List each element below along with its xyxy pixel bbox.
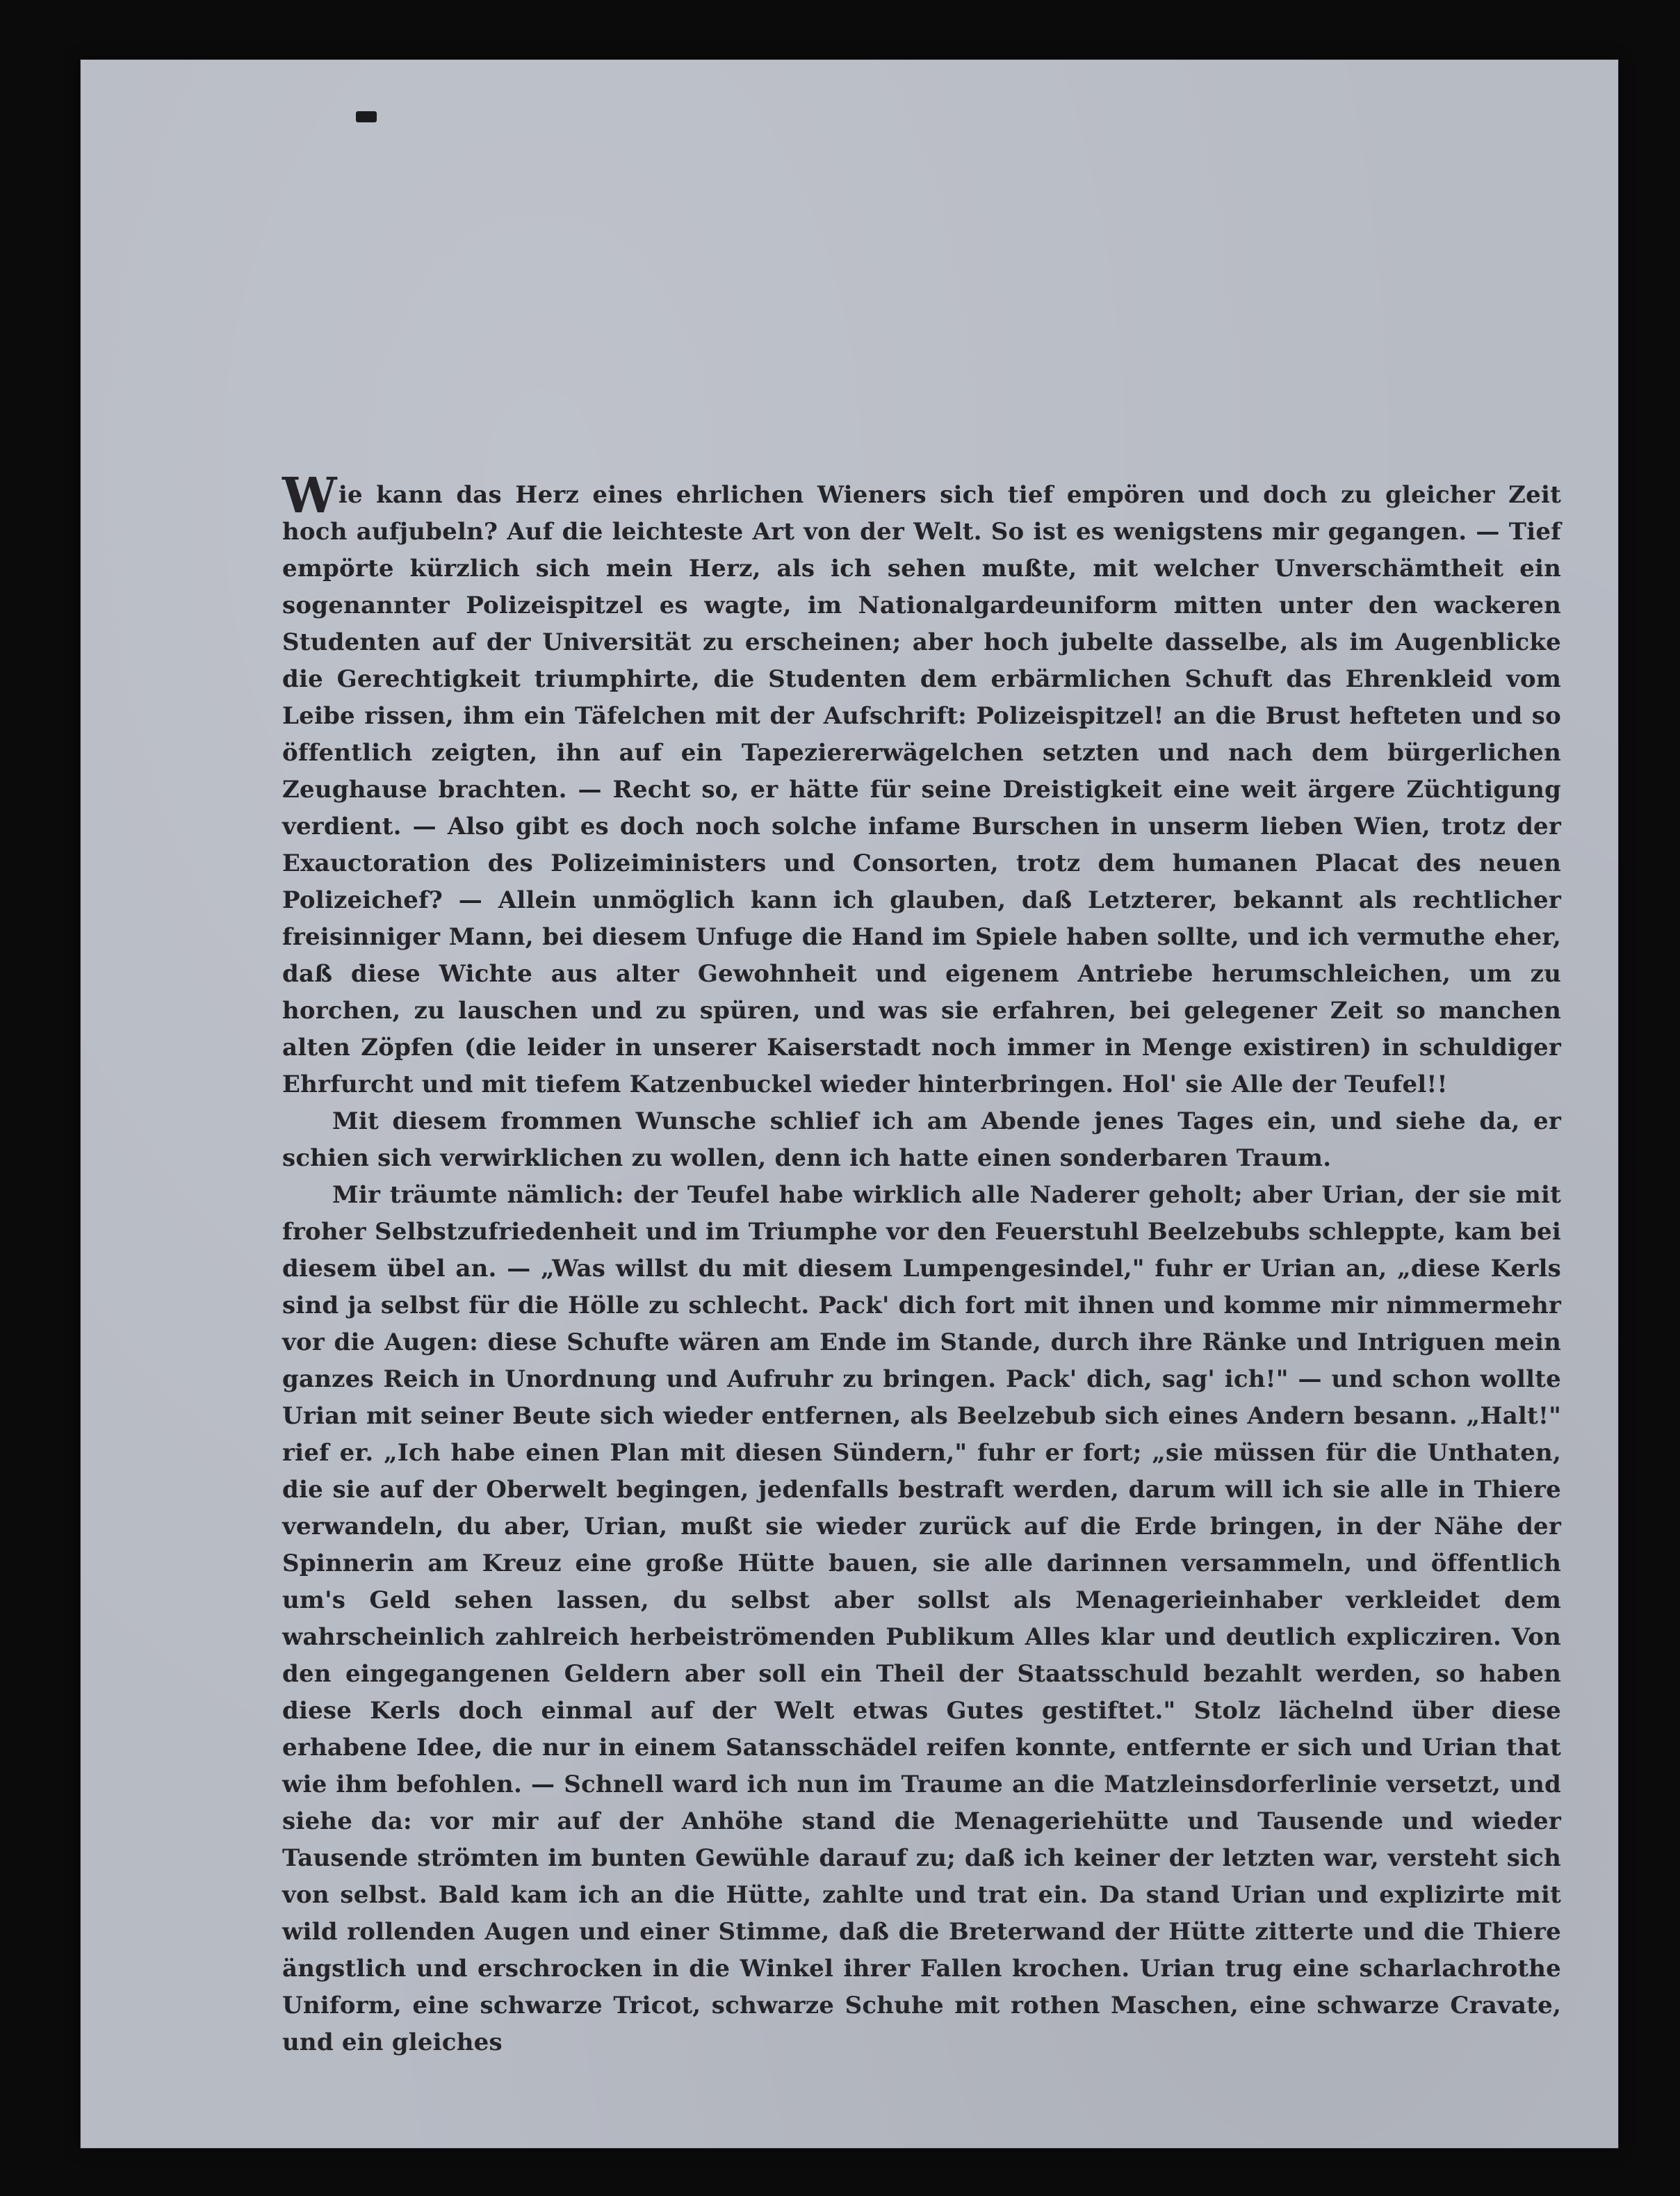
paragraph-1-text: ie kann das Herz eines ehrlichen Wieners sich tief empören und doch zu gleicher Zeit hoch aufjubeln? Auf die leichteste Art von der Welt. So ist es wenigstens mir gegangen. — Tief empörte kürzlich sich mein Herz, als ich sehen mußte, mit welcher Unverschämtheit ein sogenannter Polizeispitzel es wagte, im Nationalgardeuniform mitten unter den wackeren Studenten auf der Universität zu erscheinen; aber hoch jubelte dasselbe, als im Augenblicke die Gerechtigkeit triumphirte, die Studenten dem erbärmlichen Schuft das Ehrenkleid vom Leibe rissen, ihm ein Täfelchen mit der Aufschrift: Polizeispitzel! an die Brust hefteten und so öffentlich zeigten, ihn auf ein Tapeziererwägelchen setzten und nach dem bürgerlichen Zeughause brachten. — Recht so, er hätte für seine Dreistigkeit eine weit ärgere Züchtigung verdient. — Also gibt es doch noch solche infame Burschen in unserm lieben Wien, trotz der Exauctoration des Polizeiministers und Consorten, trotz dem humanen Placat des neuen Polizeichef? — Allein unmöglich kann ich glauben, daß Letzterer, bekannt als rechtlicher freisinniger Mann, bei diesem Unfuge die Hand im Spiele haben sollte, und ich vermuthe eher, daß diese Wichte aus alter Gewohnheit und eigenem Antriebe herumschleichen, um zu horchen, zu lauschen und zu spüren, und was sie erfahren, bei gelegener Zeit so manchen alten Zöpfen (die leider in unserer Kaiserstadt noch immer in Menge existiren) in schuldiger Ehrfurcht und mit tiefem Katzenbuckel wieder hinterbringen. Hol' sie Alle der Teufel!! (282, 481, 1561, 1098)
ink-mark (356, 111, 377, 122)
drop-initial: W (282, 466, 337, 524)
document-body (282, 466, 1561, 2061)
document-page (81, 60, 1618, 2148)
paragraph-2: Mit diesem frommen Wunsche schlief ich am Abende jenes Tages ein, und siehe da, er schien sich verwirklichen zu wollen, denn ich hatte einen sonderbaren Traum. (282, 1107, 1561, 1172)
paragraph-1 (282, 466, 1561, 1103)
paragraph-3: Mir träumte nämlich: der Teufel habe wirklich alle Naderer geholt; aber Urian, der sie mit froher Selbstzufriedenheit und im Triumphe vor den Feuerstuhl Beelzebubs schleppte, kam bei diesem übel an. — „Was willst du mit diesem Lumpengesindel," fuhr er Urian an, „diese Kerls sind ja selbst für die Hölle zu schlecht. Pack' dich fort mit ihnen und komme mir nimmermehr vor die Augen: diese Schufte wären am Ende im Stande, durch ihre Ränke und Intriguen mein ganzes Reich in Unordnung und Aufruhr zu bringen. Pack' dich, sag' ich!" — und schon wollte Urian mit seiner Beute sich wieder entfernen, als Beelzebub sich eines Andern besann. „Halt!" rief er. „Ich habe einen Plan mit diesen Sündern," fuhr er fort; „sie müssen für die Unthaten, die sie auf der Oberwelt begingen, jedenfalls bestraft werden, darum will ich sie alle in Thiere verwandeln, du aber, Urian, mußt sie wieder zurück auf die Erde bringen, in der Nähe der Spinnerin am Kreuz eine große Hütte bauen, sie alle darinnen versammeln, und öffentlich um's Geld sehen lassen, du selbst aber sollst als Menagerieinhaber verkleidet dem wahrscheinlich zahlreich herbeiströmenden Publikum Alles klar und deutlich explicziren. Von den eingegangenen Geldern aber soll ein Theil der Staatsschuld bezahlt werden, so haben diese Kerls doch einmal auf der Welt etwas Gutes gestiftet." Stolz lächelnd über diese erhabene Idee, die nur in einem Satansschädel reifen konnte, entfernte er sich und Urian that wie ihm befohlen. — Schnell ward ich nun im Traume an die Matzleinsdorferlinie versetzt, und siehe da: vor mir auf der Anhöhe stand die Menageriehütte und Tausende und wieder Tausende strömten im bunten Gewühle darauf zu; daß ich keiner der letzten war, versteht sich von selbst. Bald kam ich an die Hütte, zahlte und trat ein. Da stand Urian und explizirte mit wild rollenden Augen und einer Stimme, daß die Breterwand der Hütte zitterte und die Thiere ängstlich und erschrocken in die Winkel ihrer Fallen krochen. Urian trug eine scharlachrothe Uniform, eine schwarze Tricot, schwarze Schuhe mit rothen Maschen, eine schwarze Cravate, und ein gleiches (282, 1181, 1561, 2056)
